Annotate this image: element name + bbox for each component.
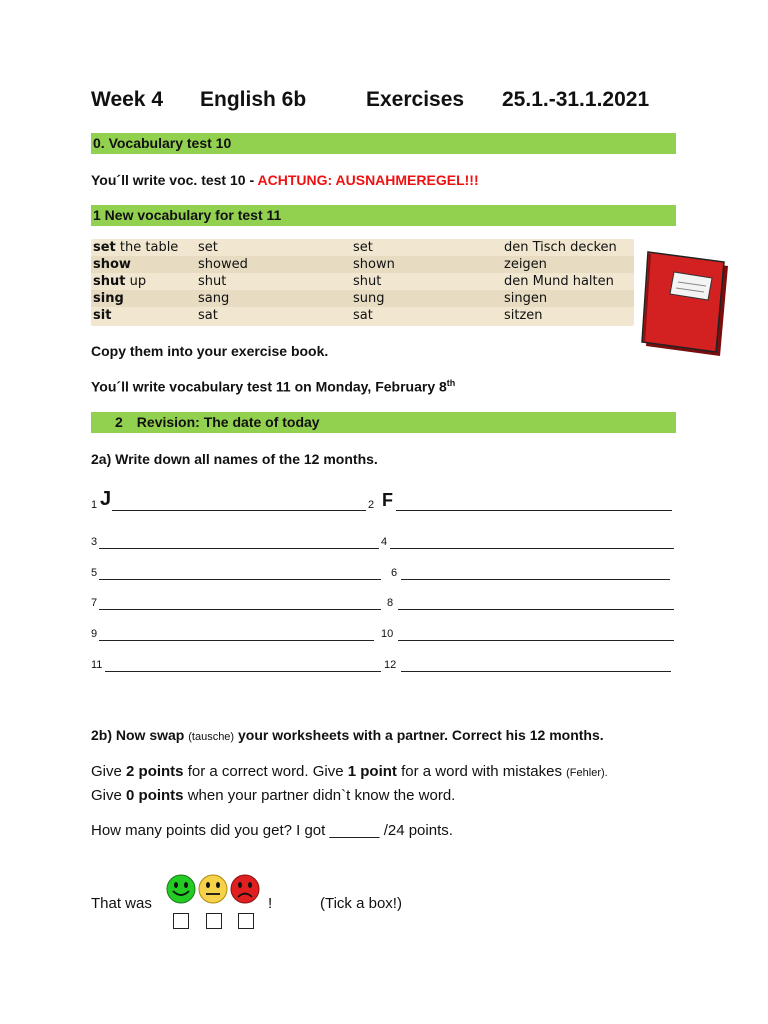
points-rule-1: Give 2 points for a correct word. Give 1 point for a word with mistakes (Fehler). — [91, 763, 608, 780]
month-answer-line[interactable] — [99, 640, 374, 641]
section-2-heading: 2 Revision: The date of today — [91, 412, 676, 433]
month-number: 3 — [91, 536, 98, 548]
month-number: 4 — [381, 536, 388, 548]
month-answer-line[interactable] — [401, 671, 671, 672]
exclamation-mark: ! — [268, 895, 273, 912]
vocab-row: sit sat sat sitzen — [93, 308, 543, 323]
vocab-row: sing sang sung singen — [91, 290, 634, 307]
month-answer-line[interactable] — [390, 548, 674, 549]
copy-instruction: Copy them into your exercise book. — [91, 343, 329, 359]
neutral-face-icon — [198, 874, 228, 904]
month-answer-line[interactable] — [401, 579, 670, 580]
vocab-row: show showed shown zeigen — [91, 256, 634, 273]
month-answer-line[interactable] — [398, 640, 674, 641]
subject-label: English 6b — [200, 88, 307, 111]
tick-instruction: (Tick a box!) — [320, 895, 402, 912]
vocab-row: shut up shut shut den Mund halten — [93, 274, 614, 289]
month-number: 10 — [381, 628, 394, 640]
month-number: 5 — [91, 567, 98, 579]
month-number: 12 — [384, 659, 397, 671]
month-number: 9 — [91, 628, 98, 640]
date-range: 25.1.-31.1.2021 — [502, 88, 650, 111]
that-was-label: That was — [91, 895, 152, 912]
exercise-book-icon — [640, 248, 735, 360]
vocab-row: set the table set set den Tisch decken — [93, 240, 617, 255]
month-number: 7 — [91, 597, 98, 609]
month-answer-line[interactable] — [396, 510, 672, 511]
month-hint: F — [382, 490, 393, 510]
month-answer-line[interactable] — [99, 548, 379, 549]
task-2a: 2a) Write down all names of the 12 months. — [91, 451, 378, 467]
month-hint: J — [100, 488, 112, 510]
month-number: 1 — [91, 499, 98, 511]
section-0-heading: 0. Vocabulary test 10 — [91, 133, 676, 154]
score-question: How many points did you get? I got ______ /24 points. — [91, 822, 453, 839]
vocab-test-10-notice: You´ll write voc. test 10 - ACHTUNG: AUSNAHMEREGEL!!! — [91, 172, 479, 188]
task-2b: 2b) Now swap (tausche) your worksheets with a partner. Correct his 12 months. — [91, 727, 604, 743]
month-answer-line[interactable] — [112, 510, 366, 511]
month-number: 11 — [91, 659, 103, 671]
checkbox-sad[interactable] — [238, 913, 254, 929]
section-1-heading: 1 New vocabulary for test 11 — [91, 205, 676, 226]
month-answer-line[interactable] — [105, 671, 381, 672]
points-rule-2: Give 0 points when your partner didn`t know the word. — [91, 787, 456, 804]
month-answer-line[interactable] — [398, 609, 674, 610]
month-answer-line[interactable] — [99, 609, 381, 610]
checkbox-neutral[interactable] — [206, 913, 222, 929]
test-11-info: You´ll write vocabulary test 11 on Monday, February 8th — [91, 378, 456, 395]
checkbox-happy[interactable] — [173, 913, 189, 929]
happy-face-icon — [166, 874, 196, 904]
vocabulary-table — [91, 239, 634, 326]
week-label: Week 4 — [91, 88, 163, 111]
exercise-type-label: Exercises — [366, 88, 465, 111]
month-answer-line[interactable] — [99, 579, 381, 580]
month-number: 6 — [391, 567, 398, 579]
month-number: 2 — [368, 499, 375, 511]
month-number: 8 — [387, 597, 394, 609]
sad-face-icon — [230, 874, 260, 904]
warning-text: ACHTUNG: AUSNAHMEREGEL!!! — [257, 172, 479, 188]
